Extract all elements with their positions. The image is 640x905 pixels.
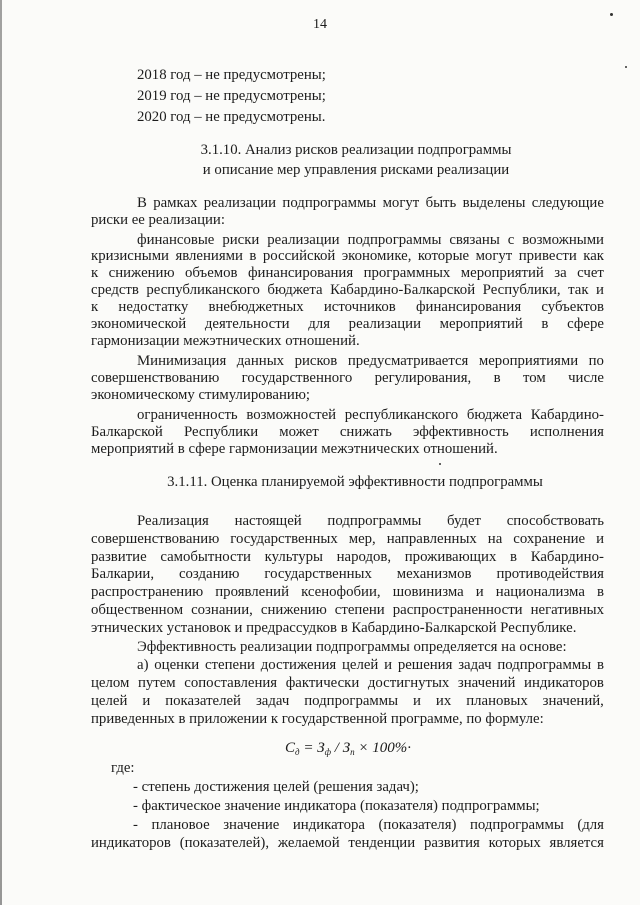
text-line: целом путем сопоставления фактически достигнутых значений индикаторов xyxy=(91,675,604,691)
text-line: экономическому стимулированию; xyxy=(91,387,310,403)
text-line: Балкарской Республики может снижать эффективность исполнения xyxy=(91,424,604,440)
text-line: совершенствованию государственного регулирования, в том числе xyxy=(91,370,604,386)
text-line: Минимизация данных рисков предусматривается мероприятиями по xyxy=(137,353,604,369)
formula-eq: = xyxy=(299,740,318,756)
intro-line: 2019 год – не предусмотрены; xyxy=(137,88,326,104)
text-line: к снижению объемов финансирования программных мероприятий за счет xyxy=(91,265,604,281)
text-line: средств республиканского бюджета Кабардино-Балкарской Республики, так и xyxy=(91,282,604,298)
page-number: 14 xyxy=(313,17,327,32)
formula-lhs: С xyxy=(285,740,296,756)
intro-line: 2018 год – не предусмотрены; xyxy=(137,67,326,83)
definition-line: - плановое значение индикатора (показателя) подпрограммы (для xyxy=(133,817,604,833)
section-title-3-1-11: 3.1.11. Оценка планируемой эффективности подпрограммы xyxy=(167,474,543,490)
text-line: риски ее реализации: xyxy=(91,212,225,228)
where-label: где: xyxy=(111,760,135,776)
text-line: распространению проявлений ксенофобии, шовинизма и национализма в xyxy=(91,584,604,600)
formula-den: З xyxy=(342,740,351,756)
text-line: развитие самобытности культуры народов, проживающих в Кабардино- xyxy=(91,549,604,565)
text-line: финансовые риски реализации подпрограммы связаны с возможными xyxy=(137,232,604,248)
scan-speck xyxy=(625,66,627,68)
section-title-3-1-10: 3.1.10. Анализ рисков реализации подпрограммы xyxy=(200,142,512,158)
text-line: этнических установок и предрассудков в Кабардино-Балкарской Республике. xyxy=(91,620,577,636)
text-line: ограниченность возможностей республиканского бюджета Кабардино- xyxy=(137,407,604,423)
formula-tail: × 100%· xyxy=(354,740,412,756)
text-line: приведенных в приложении к государственной программе, по формуле: xyxy=(91,711,544,727)
text-line: общественном сознании, снижению степени распространенности негативных xyxy=(91,602,604,618)
text-line: В рамках реализации подпрограммы могут быть выделены следующие xyxy=(137,195,604,211)
intro-line: 2020 год – не предусмотрены. xyxy=(137,109,326,125)
section-title-3-1-10-line2: и описание мер управления рисками реализации xyxy=(202,162,510,178)
formula-div: / xyxy=(331,740,343,756)
text-line: совершенствованию государственных мер, направленных на сохранение и xyxy=(91,531,604,547)
text-line: экономической деятельности для реализации мероприятий в сфере xyxy=(91,316,604,332)
text-line: Балкарии, созданию государственных механизмов противодействия xyxy=(91,566,604,582)
text-line: Эффективность реализации подпрограммы определяется на основе: xyxy=(137,639,567,655)
text-line: мероприятий в сфере гармонизации межэтнических отношений. xyxy=(91,441,498,457)
formula-lhs-sub: д xyxy=(295,747,300,757)
definition-line: - фактическое значение индикатора (показателя) подпрограммы; xyxy=(133,798,540,814)
scan-edge xyxy=(0,0,2,905)
text-line: Реализация настоящей подпрограммы будет способствовать xyxy=(137,513,604,529)
definition-line: индикаторов (показателей), желаемой тенденции развития которых является xyxy=(91,835,604,851)
scan-speck xyxy=(610,13,613,16)
text-line: гармонизации межэтнических отношений. xyxy=(91,333,360,349)
scan-speck xyxy=(439,463,441,465)
efficiency-formula xyxy=(285,740,411,757)
text-line: а) оценки степени достижения целей и решения задач подпрограммы в xyxy=(137,657,604,673)
text-line: кризисными явлениями в российской экономике, которые могут привести как xyxy=(91,248,604,264)
text-line: к недостатку внебюджетных источников финансирования субъектов xyxy=(91,299,604,315)
formula-num: З xyxy=(317,740,325,756)
formula-num-sub: ф xyxy=(324,747,332,757)
definition-line: - степень достижения целей (решения задач); xyxy=(133,779,419,795)
formula-den-sub: п xyxy=(350,747,355,757)
text-line: целей и показателей задач подпрограммы и их плановых значений, xyxy=(91,693,604,709)
